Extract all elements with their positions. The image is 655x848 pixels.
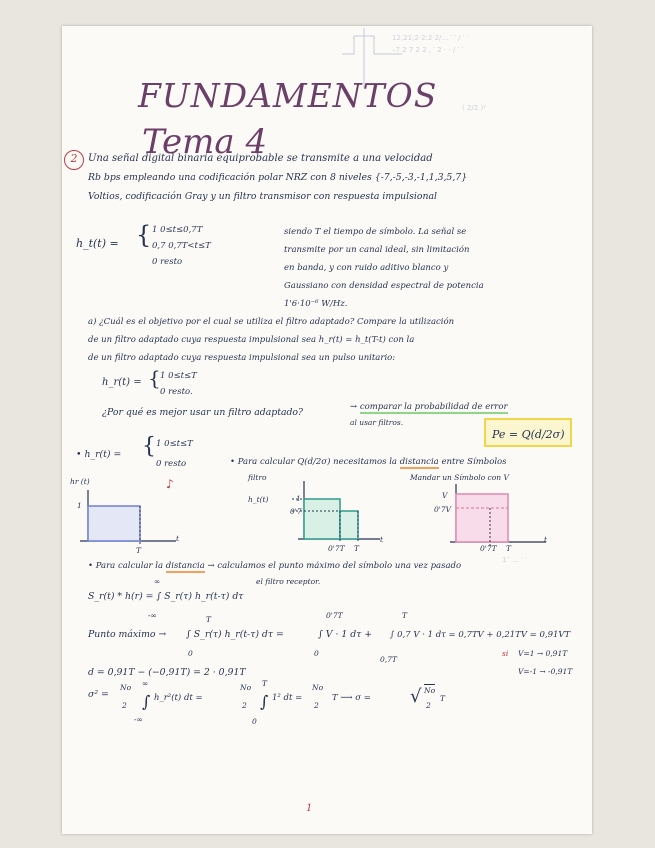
- ht-brace: {: [136, 221, 152, 249]
- ht-case-2: 0,7 0,7T<t≤T: [152, 241, 211, 251]
- sigma-lim-inf: ∞: [142, 679, 149, 688]
- plot2-ht: [284, 481, 384, 553]
- plot2-ylabel-2: h_t(t): [248, 495, 269, 504]
- ht-case-3: 0 resto: [152, 257, 183, 267]
- plot3-t: t: [544, 535, 548, 544]
- punto-expr-2: ∫ V · 1 dτ +: [318, 629, 373, 640]
- plot3-x07: 0'7T: [480, 544, 497, 553]
- plot3-caption: Mandar un Símbolo con V: [410, 473, 509, 482]
- red-mark: ♪: [166, 477, 174, 491]
- plot2-one: 1: [296, 494, 301, 503]
- why-answer-1: → comparar la probabilidad de error: [350, 402, 508, 412]
- bleed-through-text: 1′′ … ′ ′: [502, 556, 527, 564]
- part-a-line-1: a) ¿Cuál es el objetivo por el cual se utiliza el filtro adaptado? Compare la utilización: [88, 317, 455, 327]
- sigma-sqrt-n: No: [424, 686, 436, 695]
- problem-line-3: Voltios, codificación Gray y un filtro transmisor con respuesta impulsional: [88, 191, 437, 202]
- ht-text-5: 1'6·10⁻⁶ W/Hz.: [284, 299, 348, 309]
- punto-label: Punto máximo →: [88, 629, 167, 640]
- need-text-2: entre Símbolos: [441, 457, 507, 467]
- hr2-case-2: 0 resto: [156, 459, 187, 469]
- punto-lim-07T: 0'7T: [326, 611, 343, 620]
- plot2-y07: 0'7: [290, 507, 302, 516]
- page-title: FUNDAMENTOS: [138, 76, 438, 115]
- sigma-integral-1: ∫: [142, 692, 151, 711]
- dist-word: distancia: [165, 561, 205, 571]
- sigma-sqrt-d: 2: [426, 701, 431, 710]
- dist-rest: → calculamos el punto máximo del símbolo una vez pasado: [207, 561, 462, 571]
- plot1-t: t: [176, 534, 180, 543]
- need-text-1: • Para calcular Q(d/2σ) necesitamos la: [230, 457, 397, 467]
- distance-result: d = 0,91T − (−0,91T) = 2 · 0,91T: [88, 667, 246, 678]
- plot2-ylabel: filtro: [248, 473, 267, 482]
- sigma-frac1-d: 2: [122, 701, 127, 710]
- hr2-case-1: 1 0≤t≤T: [156, 439, 193, 449]
- error-formula-box: [484, 418, 572, 447]
- punto-lim-0: 0: [188, 649, 193, 658]
- part-a-line-2: de un filtro adaptado cuya respuesta impulsional sea h_r(t) = h_t(T-t) con la: [88, 335, 415, 345]
- sigma-frac2-d: 2: [242, 701, 247, 710]
- hr-case-2: 0 resto.: [160, 387, 193, 397]
- punto-lim-07T2: 0,7T: [380, 655, 397, 664]
- plot1-hr: [70, 486, 180, 551]
- sigma-integral-2: ∫: [260, 692, 269, 711]
- punto-expr-3: ∫ 0,7 V · 1 dτ = 0,7TV + 0,21TV = 0,91VT: [390, 630, 571, 640]
- plot1-T: T: [136, 546, 142, 555]
- dist-line: [88, 562, 461, 571]
- conv-lim-bot: -∞: [148, 611, 157, 620]
- sqrt-sign: √: [410, 686, 422, 707]
- sigma-frac2-n: No: [240, 683, 252, 692]
- hr-case-1: 1 0≤t≤T: [160, 371, 197, 381]
- sigma-frac3-n: No: [312, 683, 324, 692]
- sigma-frac3-d: 2: [314, 701, 319, 710]
- part-a-line-3: de un filtro adaptado cuya respuesta impulsional sea un pulso unitario:: [88, 353, 396, 363]
- hr-brace: {: [148, 366, 161, 390]
- ht-text-2: transmite por un canal ideal, sin limitación: [284, 245, 470, 255]
- conv-lim-top: ∞: [154, 577, 161, 586]
- why-answer-1-text: comparar la probabilidad de error: [359, 402, 508, 412]
- plot3-y07: 0'7V: [434, 505, 452, 514]
- need-word: distancia: [399, 457, 439, 467]
- sigma-sqrt-t: T: [440, 694, 446, 703]
- sigma-lim-0: 0: [252, 717, 257, 726]
- page-subtitle: Tema 4: [142, 122, 268, 162]
- error-formula: Pe = Q(d/2σ): [492, 428, 565, 441]
- si-case-2: V=-1 → -0,91T: [518, 667, 573, 676]
- ht-lhs: h_t(t) =: [76, 237, 119, 250]
- sigma-frac1-n: No: [120, 683, 132, 692]
- notebook-page: [62, 26, 592, 834]
- punto-lim-T2: T: [402, 611, 408, 620]
- sigma-lhs: σ² =: [88, 689, 109, 700]
- sigma-lim-T: T: [262, 679, 268, 688]
- bleed-through-text: –7 2 7 2 2 , ′ 2 · ‑ / ′ ′: [392, 46, 464, 54]
- hr2-brace: {: [142, 434, 156, 459]
- plot3-xT: T: [506, 544, 512, 553]
- punto-lim-T: T: [206, 615, 212, 624]
- plot1-ylabel: hr (t): [70, 477, 90, 486]
- si-case-1: V=1 → 0,91T: [518, 649, 568, 658]
- sigma-expr-3: T ⟶ σ =: [332, 693, 371, 703]
- dist-prefix: • Para calcular la: [88, 561, 164, 571]
- ht-text-1: siendo T el tiempo de símbolo. La señal se: [284, 227, 467, 237]
- si-label: si: [502, 649, 509, 658]
- bleed-through-text: 12,21;2·2:2·2/… ′ ′ / ′ ′: [392, 34, 469, 42]
- plot2-x07: 0'7T: [328, 544, 345, 553]
- problem-line-2: Rb bps empleando una codificación polar NRZ con 8 niveles {-7,-5,-3,-1,1,3,5,7}: [88, 172, 468, 183]
- hr2-lhs: • h_r(t) =: [76, 449, 122, 460]
- plot1-one: 1: [77, 501, 82, 510]
- problem-line-1: Una señal digital binaria equiprobable se transmite a una velocidad: [88, 153, 433, 164]
- sigma-expr-2: 1² dt =: [272, 693, 303, 703]
- ht-case-1: 1 0≤t≤0,7T: [152, 225, 203, 235]
- plot3-symbol: [438, 484, 550, 552]
- ht-text-4: Gaussiano con densidad espectral de potencia: [284, 281, 484, 291]
- need-line: [230, 458, 507, 467]
- why-answer-2: al usar filtros.: [350, 418, 404, 427]
- dist-rest-2: el filtro receptor.: [256, 577, 321, 586]
- bleed-through-text: ( 2/2 )²: [462, 104, 486, 112]
- page-number: 1: [306, 803, 313, 814]
- bleed-through-sketch: [342, 26, 432, 96]
- plot3-v: V: [442, 491, 448, 500]
- punto-lim-0-b: 0: [314, 649, 319, 658]
- sigma-expr-1: h_r²(t) dt =: [154, 693, 203, 703]
- sigma-lim-minf: -∞: [134, 715, 143, 724]
- hr-lhs: h_r(t) =: [102, 377, 142, 388]
- convolution: S_r(t) * h(r) = ∫ S_r(τ) h_r(t-τ) dτ: [88, 591, 244, 602]
- problem-number: 2: [64, 150, 84, 170]
- plot2-xT: T: [354, 544, 360, 553]
- punto-expr-1: ∫ S_r(τ) h_r(t-τ) dτ =: [186, 629, 284, 640]
- ht-text-3: en banda, y con ruido aditivo blanco y: [284, 263, 449, 273]
- plot2-t: t: [380, 535, 384, 544]
- why-question: ¿Por qué es mejor usar un filtro adaptado?: [102, 407, 304, 418]
